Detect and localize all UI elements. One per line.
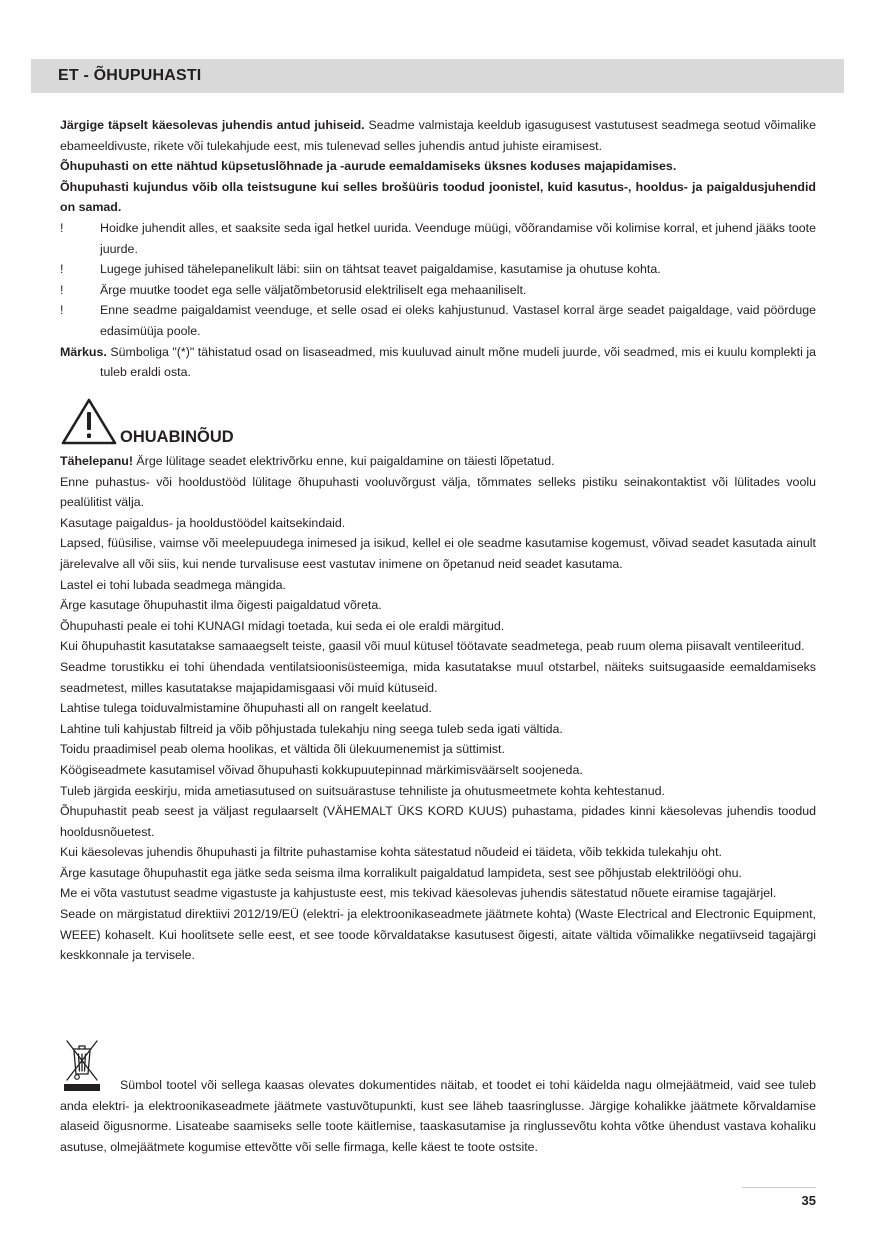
weee-directive-paragraph: Seade on märgistatud direktiivi 2012/19/EÜ (elektri- ja elektroonikaseadmete jäätmete kohta) (Waste Electrical and Electronic Equipment, WEEE) kohaselt. Kui hoolitsete selle eest, et see toode kõrvaldatakse kasutusest õigesti, aitate vältida võimalikke negatiivseid tagajärgi keskkonnale ja tervisele. xyxy=(60,907,816,963)
safety-paragraph: Enne puhastus- või hooldustööd lülitage õhupuhasti vooluvõrgust välja, tõmmates selleks pistiku seinakontaktist või lülitades voolu pealülitist välja. xyxy=(60,474,816,510)
safety-heading xyxy=(60,397,460,449)
safety-paragraph: Lahtine tuli kahjustab filtreid ja võib põhjustada tulekahju ning seega tuleb seda igati vältida. xyxy=(60,721,563,736)
bullet-text: Enne seadme paigaldamist veenduge, et selle osad ei oleks kahjustunud. Vastasel korral ärge seadet paigaldage, vaid pöörduge edasimüüja poole. xyxy=(100,303,816,338)
safety-title: OHUABINÕUD xyxy=(120,428,234,446)
bullet-text: Ärge muutke toodet ega selle väljatõmbetorusid elektriliselt ega mehaaniliselt. xyxy=(100,282,527,297)
safety-paragraph: Kasutage paigaldus- ja hooldustöödel kaitsekindaid. xyxy=(60,515,346,530)
warning-triangle-icon xyxy=(60,397,118,447)
bullet-mark: ! xyxy=(60,262,64,277)
weee-section xyxy=(60,1075,816,1157)
intro-paragraph-3: Õhupuhasti kujundus võib olla teistsugune kui selles brošüüris toodud joonistel, kuid kasutus-, hooldus- ja paigaldusjuhendid on samad. xyxy=(60,179,816,215)
bullet-item xyxy=(60,280,816,301)
bullet-item xyxy=(60,259,816,280)
safety-lead xyxy=(60,451,816,472)
intro-paragraph-2: Õhupuhasti on ette nähtud küpsetuslõhnade ja -aurude eemaldamiseks üksnes koduses majapidamises. xyxy=(60,159,677,174)
safety-paragraph: Tuleb järgida eeskirju, mida ametiasutused on suitsuärastuse tehniliste ja ohutusmeetmete kohta kehtestanud. xyxy=(60,783,665,798)
footer-divider xyxy=(742,1187,816,1188)
note-text: Sümboliga "(*)" tähistatud osad on lisaseadmed, mis kuuluvad ainult mõne mudeli juurde, või seadmed, mis ei kuulu komplekti ja tuleb eraldi osta. xyxy=(100,344,816,380)
note-label: Märkus. xyxy=(60,344,107,359)
safety-paragraph: Seadme torustikku ei tohi ühendada ventilatsioonisüsteemiga, mida kasutatakse muul otstarbel, näiteks suitsugaaside eemaldamiseks seadmetest, milles kasutatakse majapidamisgaasi või muid kütuseid. xyxy=(60,659,816,695)
safety-paragraph: Lastel ei tohi lubada seadmega mängida. xyxy=(60,577,286,592)
safety-section xyxy=(60,451,816,966)
bullet-text: Lugege juhised tähelepanelikult läbi: siin on tähtsat teavet paigaldamise, kasutamise ja ohutuse kohta. xyxy=(100,262,661,277)
attention-label: Tähelepanu! xyxy=(60,454,133,468)
intro-paragraph-1 xyxy=(60,115,816,156)
safety-paragraph: Õhupuhastit peab seest ja väljast regulaarselt (VÄHEMALT ÜKS KORD KUUS) puhastama, pidades kinni käesolevas juhendis toodud hooldusnõuetest. xyxy=(60,804,816,839)
safety-paragraph: Kui õhupuhastit kasutatakse samaaegselt teiste, gaasil või muul kütusel töötavate seadmetega, peab ruum olema piisavalt ventileeritud. xyxy=(60,639,805,654)
page-number: 35 xyxy=(801,1193,816,1208)
page-title: ET - ÕHUPUHASTI xyxy=(58,67,202,84)
bullet-item xyxy=(60,300,816,341)
safety-paragraph: Köögiseadmete kasutamisel võivad õhupuhasti kokkupuutepinnad märkimisväärselt soojeneda. xyxy=(60,762,583,777)
bullet-mark: ! xyxy=(60,282,64,297)
bullet-mark: ! xyxy=(60,303,64,318)
bullet-item xyxy=(60,218,816,259)
attention-text: Ärge lülitage seadet elektrivõrku enne, kui paigaldamine on täiesti lõpetatud. xyxy=(132,454,555,468)
intro-bold-lead: Järgige täpselt käesolevas juhendis antud juhiseid. xyxy=(60,118,365,132)
bullet-mark: ! xyxy=(60,220,64,235)
safety-paragraph: Toidu praadimisel peab olema hoolikas, et vältida õli ülekuumenemist ja süttimist. xyxy=(60,742,505,757)
safety-paragraph: Kui käesolevas juhendis õhupuhasti ja filtrite puhastamise kohta sätestatud nõudeid ei täideta, võib tekkida tulekahju oht. xyxy=(60,845,722,860)
safety-paragraph: Õhupuhasti peale ei tohi KUNAGI midagi toetada, kui seda ei ole eraldi märgitud. xyxy=(60,618,505,633)
intro-text: Seadme valmistaja keeldub igasugusest vastutusest seadmega seotud võimalike ebameeldivuste, rikete või tulekahjude eest, mis tulenevad selles juhendis antud juhiste eiramisest. xyxy=(60,118,816,153)
weee-paragraph: Sümbol tootel või sellega kaasas olevates dokumentides näitab, et toodet ei tohi käidelda nagu olmejäätmeid, vaid see tuleb anda elektri- ja elektroonikaseadmete jäätmete vastuvõtupunkti, kust see läheb taasringlusse. Järgige kohalikke jäätmete kõrvaldamise alaseid õigusnorme. Lisateabe saamiseks selle toote käitlemise, taaskasutamise ja ringlussevõtu kohta võtke ühendust vastava kohaliku asutuse, olmejäätmete kogumise ettevõtte või selle firmaga, kelle käest te toote ostsite. xyxy=(60,1078,816,1154)
safety-paragraph: Me ei võta vastutust seadme vigastuste ja kahjustuste eest, mis tekivad käesolevas juhendis sätestatud nõuete eiramise tagajärjel. xyxy=(60,886,777,901)
safety-paragraph: Lapsed, füüsilise, vaimse või meelepuudega inimesed ja isikud, kellel ei ole seadme kasutamise kogemust, võivad seadet kasutada ainult järelevalve all või siis, kui nende turvalisuse eest vastutav inimene on õpetanud neid seadet kasutama. xyxy=(60,536,816,571)
note-paragraph xyxy=(60,342,816,383)
safety-paragraph: Ärge kasutage õhupuhastit ega jätke seda seisma ilma korralikult paigaldatud lampideta, sest see põhjustab elektrilöögi ohu. xyxy=(60,865,742,880)
intro-section xyxy=(60,115,816,383)
bullet-text: Hoidke juhendit alles, et saaksite seda igal hetkel uurida. Veenduge müügi, võõrandamise või kolimise korral, et juhend jääks toote juurde. xyxy=(100,220,816,256)
safety-paragraph: Ärge kasutage õhupuhastit ilma õigesti paigaldatud võreta. xyxy=(60,598,382,613)
safety-paragraph: Lahtise tulega toiduvalmistamine õhupuhasti all on rangelt keelatud. xyxy=(60,701,432,716)
